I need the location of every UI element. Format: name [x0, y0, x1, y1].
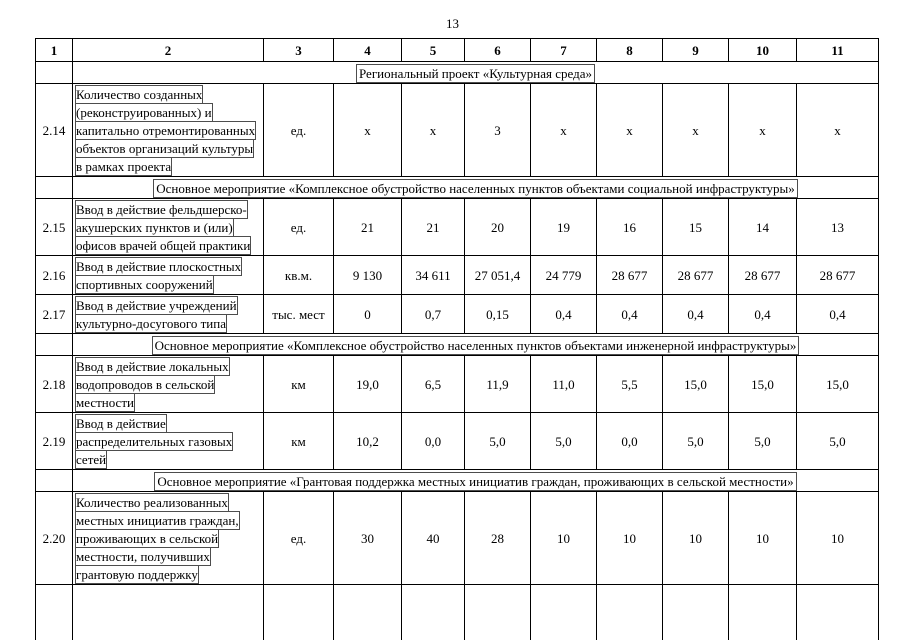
value-cell: 28 677 — [797, 256, 879, 295]
value-cell: 28 677 — [663, 256, 729, 295]
column-number-8: 8 — [597, 39, 663, 62]
empty-cell — [597, 585, 663, 640]
section-row-number-cell — [36, 62, 73, 84]
indicator-description — [73, 256, 264, 295]
indicator-row-2.16 — [36, 256, 879, 295]
description-line: водопроводов в сельской — [76, 377, 215, 392]
value-cell: 15 — [663, 199, 729, 256]
value-cell: 0,4 — [797, 295, 879, 334]
value-cell: 10 — [729, 492, 797, 585]
value-cell: 0,4 — [663, 295, 729, 334]
indicator-row-2.20 — [36, 492, 879, 585]
value-cell: 10 — [531, 492, 597, 585]
value-cell: 10 — [597, 492, 663, 585]
value-cell: 14 — [729, 199, 797, 256]
value-cell: 5,0 — [797, 413, 879, 470]
column-number-4: 4 — [334, 39, 402, 62]
indicator-row-2.19 — [36, 413, 879, 470]
empty-cell — [334, 585, 402, 640]
value-cell: 0,4 — [597, 295, 663, 334]
unit-cell: ед. — [264, 84, 334, 177]
value-cell: 5,0 — [465, 413, 531, 470]
empty-cell — [402, 585, 465, 640]
value-cell: 0 — [334, 295, 402, 334]
value-cell: 28 — [465, 492, 531, 585]
value-cell: 40 — [402, 492, 465, 585]
value-cell: 21 — [402, 199, 465, 256]
description-line: спортивных сооружений — [76, 277, 213, 292]
unit-cell: км — [264, 413, 334, 470]
empty-cell — [797, 585, 879, 640]
unit-cell: тыс. мест — [264, 295, 334, 334]
description-line: грантовую поддержку — [76, 567, 198, 582]
indicator-description — [73, 84, 264, 177]
column-number-3: 3 — [264, 39, 334, 62]
value-cell: 0,0 — [597, 413, 663, 470]
value-cell: 5,0 — [531, 413, 597, 470]
section-row-number-cell — [36, 177, 73, 199]
indicators-table — [35, 38, 879, 640]
unit-cell: км — [264, 356, 334, 413]
description-line: Ввод в действие учреждений — [76, 298, 237, 313]
value-cell: 27 051,4 — [465, 256, 531, 295]
row-number: 2.17 — [36, 295, 73, 334]
page-number: 13 — [446, 16, 459, 31]
value-cell: х — [402, 84, 465, 177]
empty-cell — [264, 585, 334, 640]
value-cell: 19 — [531, 199, 597, 256]
value-cell: 3 — [465, 84, 531, 177]
description-line: Ввод в действие фельдшерско- — [76, 202, 247, 217]
value-cell: 5,0 — [729, 413, 797, 470]
section-row — [36, 334, 879, 356]
column-number-1: 1 — [36, 39, 73, 62]
description-line: капитально отремонтированных — [76, 123, 256, 138]
value-cell: 0,4 — [531, 295, 597, 334]
description-line: распределительных газовых — [76, 434, 233, 449]
description-line: офисов врачей общей практики — [76, 238, 251, 253]
column-number-row — [36, 39, 879, 62]
column-number-6: 6 — [465, 39, 531, 62]
description-line: проживающих в сельской — [76, 531, 219, 546]
value-cell: 15,0 — [729, 356, 797, 413]
table-header — [36, 39, 879, 62]
column-number-11: 11 — [797, 39, 879, 62]
column-number-9: 9 — [663, 39, 729, 62]
value-cell: 19,0 — [334, 356, 402, 413]
value-cell: 28 677 — [729, 256, 797, 295]
value-cell: 5,0 — [663, 413, 729, 470]
row-number: 2.14 — [36, 84, 73, 177]
row-number: 2.15 — [36, 199, 73, 256]
description-line: Количество реализованных — [76, 495, 228, 510]
section-title: Региональный проект «Культурная среда» — [356, 64, 595, 83]
value-cell: х — [729, 84, 797, 177]
section-title: Основное мероприятие «Грантовая поддержка местных инициатив граждан, проживающих в сельской местности» — [154, 472, 796, 491]
section-title-cell — [73, 470, 879, 492]
section-row — [36, 470, 879, 492]
value-cell: 5,5 — [597, 356, 663, 413]
value-cell: 28 677 — [597, 256, 663, 295]
description-line: местности, получивших — [76, 549, 210, 564]
value-cell: 15,0 — [797, 356, 879, 413]
value-cell: х — [797, 84, 879, 177]
value-cell: 21 — [334, 199, 402, 256]
row-number: 2.18 — [36, 356, 73, 413]
section-row-number-cell — [36, 334, 73, 356]
value-cell: 11,0 — [531, 356, 597, 413]
value-cell: 9 130 — [334, 256, 402, 295]
indicator-description — [73, 199, 264, 256]
description-line: в рамках проекта — [76, 159, 172, 174]
section-title: Основное мероприятие «Комплексное обустройство населенных пунктов объектами социальной инфраструктуры» — [153, 179, 798, 198]
indicator-description — [73, 356, 264, 413]
description-line: местных инициатив граждан, — [76, 513, 239, 528]
indicator-row-2.17 — [36, 295, 879, 334]
description-line: культурно-досугового типа — [76, 316, 226, 331]
row-number: 2.16 — [36, 256, 73, 295]
value-cell: 24 779 — [531, 256, 597, 295]
value-cell: 15,0 — [663, 356, 729, 413]
value-cell: 0,15 — [465, 295, 531, 334]
description-line: Ввод в действие — [76, 416, 166, 431]
value-cell: х — [663, 84, 729, 177]
table-body — [36, 62, 879, 640]
description-line: местности — [76, 395, 134, 410]
description-line: акушерских пунктов и (или) — [76, 220, 233, 235]
value-cell: 11,9 — [465, 356, 531, 413]
value-cell: 10 — [797, 492, 879, 585]
indicator-description — [73, 413, 264, 470]
unit-cell: ед. — [264, 492, 334, 585]
section-title-cell — [73, 177, 879, 199]
empty-cell — [465, 585, 531, 640]
section-title-cell — [73, 334, 879, 356]
value-cell: 16 — [597, 199, 663, 256]
value-cell: 13 — [797, 199, 879, 256]
value-cell: 34 611 — [402, 256, 465, 295]
value-cell: х — [531, 84, 597, 177]
description-line: Ввод в действие локальных — [76, 359, 229, 374]
indicator-description — [73, 492, 264, 585]
empty-cell — [531, 585, 597, 640]
column-number-10: 10 — [729, 39, 797, 62]
row-number: 2.20 — [36, 492, 73, 585]
unit-cell: ед. — [264, 199, 334, 256]
description-line: Количество созданных — [76, 87, 203, 102]
indicator-row-2.15 — [36, 199, 879, 256]
empty-row — [36, 585, 879, 640]
value-cell: 0,0 — [402, 413, 465, 470]
value-cell: 0,4 — [729, 295, 797, 334]
description-line: Ввод в действие плоскостных — [76, 259, 242, 274]
description-line: сетей — [76, 452, 107, 467]
empty-cell — [36, 585, 73, 640]
column-number-7: 7 — [531, 39, 597, 62]
column-number-5: 5 — [402, 39, 465, 62]
value-cell: х — [334, 84, 402, 177]
empty-cell — [729, 585, 797, 640]
value-cell: 20 — [465, 199, 531, 256]
value-cell: 10,2 — [334, 413, 402, 470]
empty-cell — [663, 585, 729, 640]
value-cell: 0,7 — [402, 295, 465, 334]
column-number-2: 2 — [73, 39, 264, 62]
value-cell: 10 — [663, 492, 729, 585]
value-cell: х — [597, 84, 663, 177]
indicator-description — [73, 295, 264, 334]
description-line: объектов организаций культуры — [76, 141, 254, 156]
section-title-cell — [73, 62, 879, 84]
description-line: (реконструированных) и — [76, 105, 212, 120]
empty-cell — [73, 585, 264, 640]
indicator-row-2.18 — [36, 356, 879, 413]
section-title: Основное мероприятие «Комплексное обустройство населенных пунктов объектами инженерной инфраструктуры» — [152, 336, 800, 355]
section-row — [36, 62, 879, 84]
row-number: 2.19 — [36, 413, 73, 470]
indicator-row-2.14 — [36, 84, 879, 177]
section-row — [36, 177, 879, 199]
section-row-number-cell — [36, 470, 73, 492]
value-cell: 6,5 — [402, 356, 465, 413]
value-cell: 30 — [334, 492, 402, 585]
unit-cell: кв.м. — [264, 256, 334, 295]
